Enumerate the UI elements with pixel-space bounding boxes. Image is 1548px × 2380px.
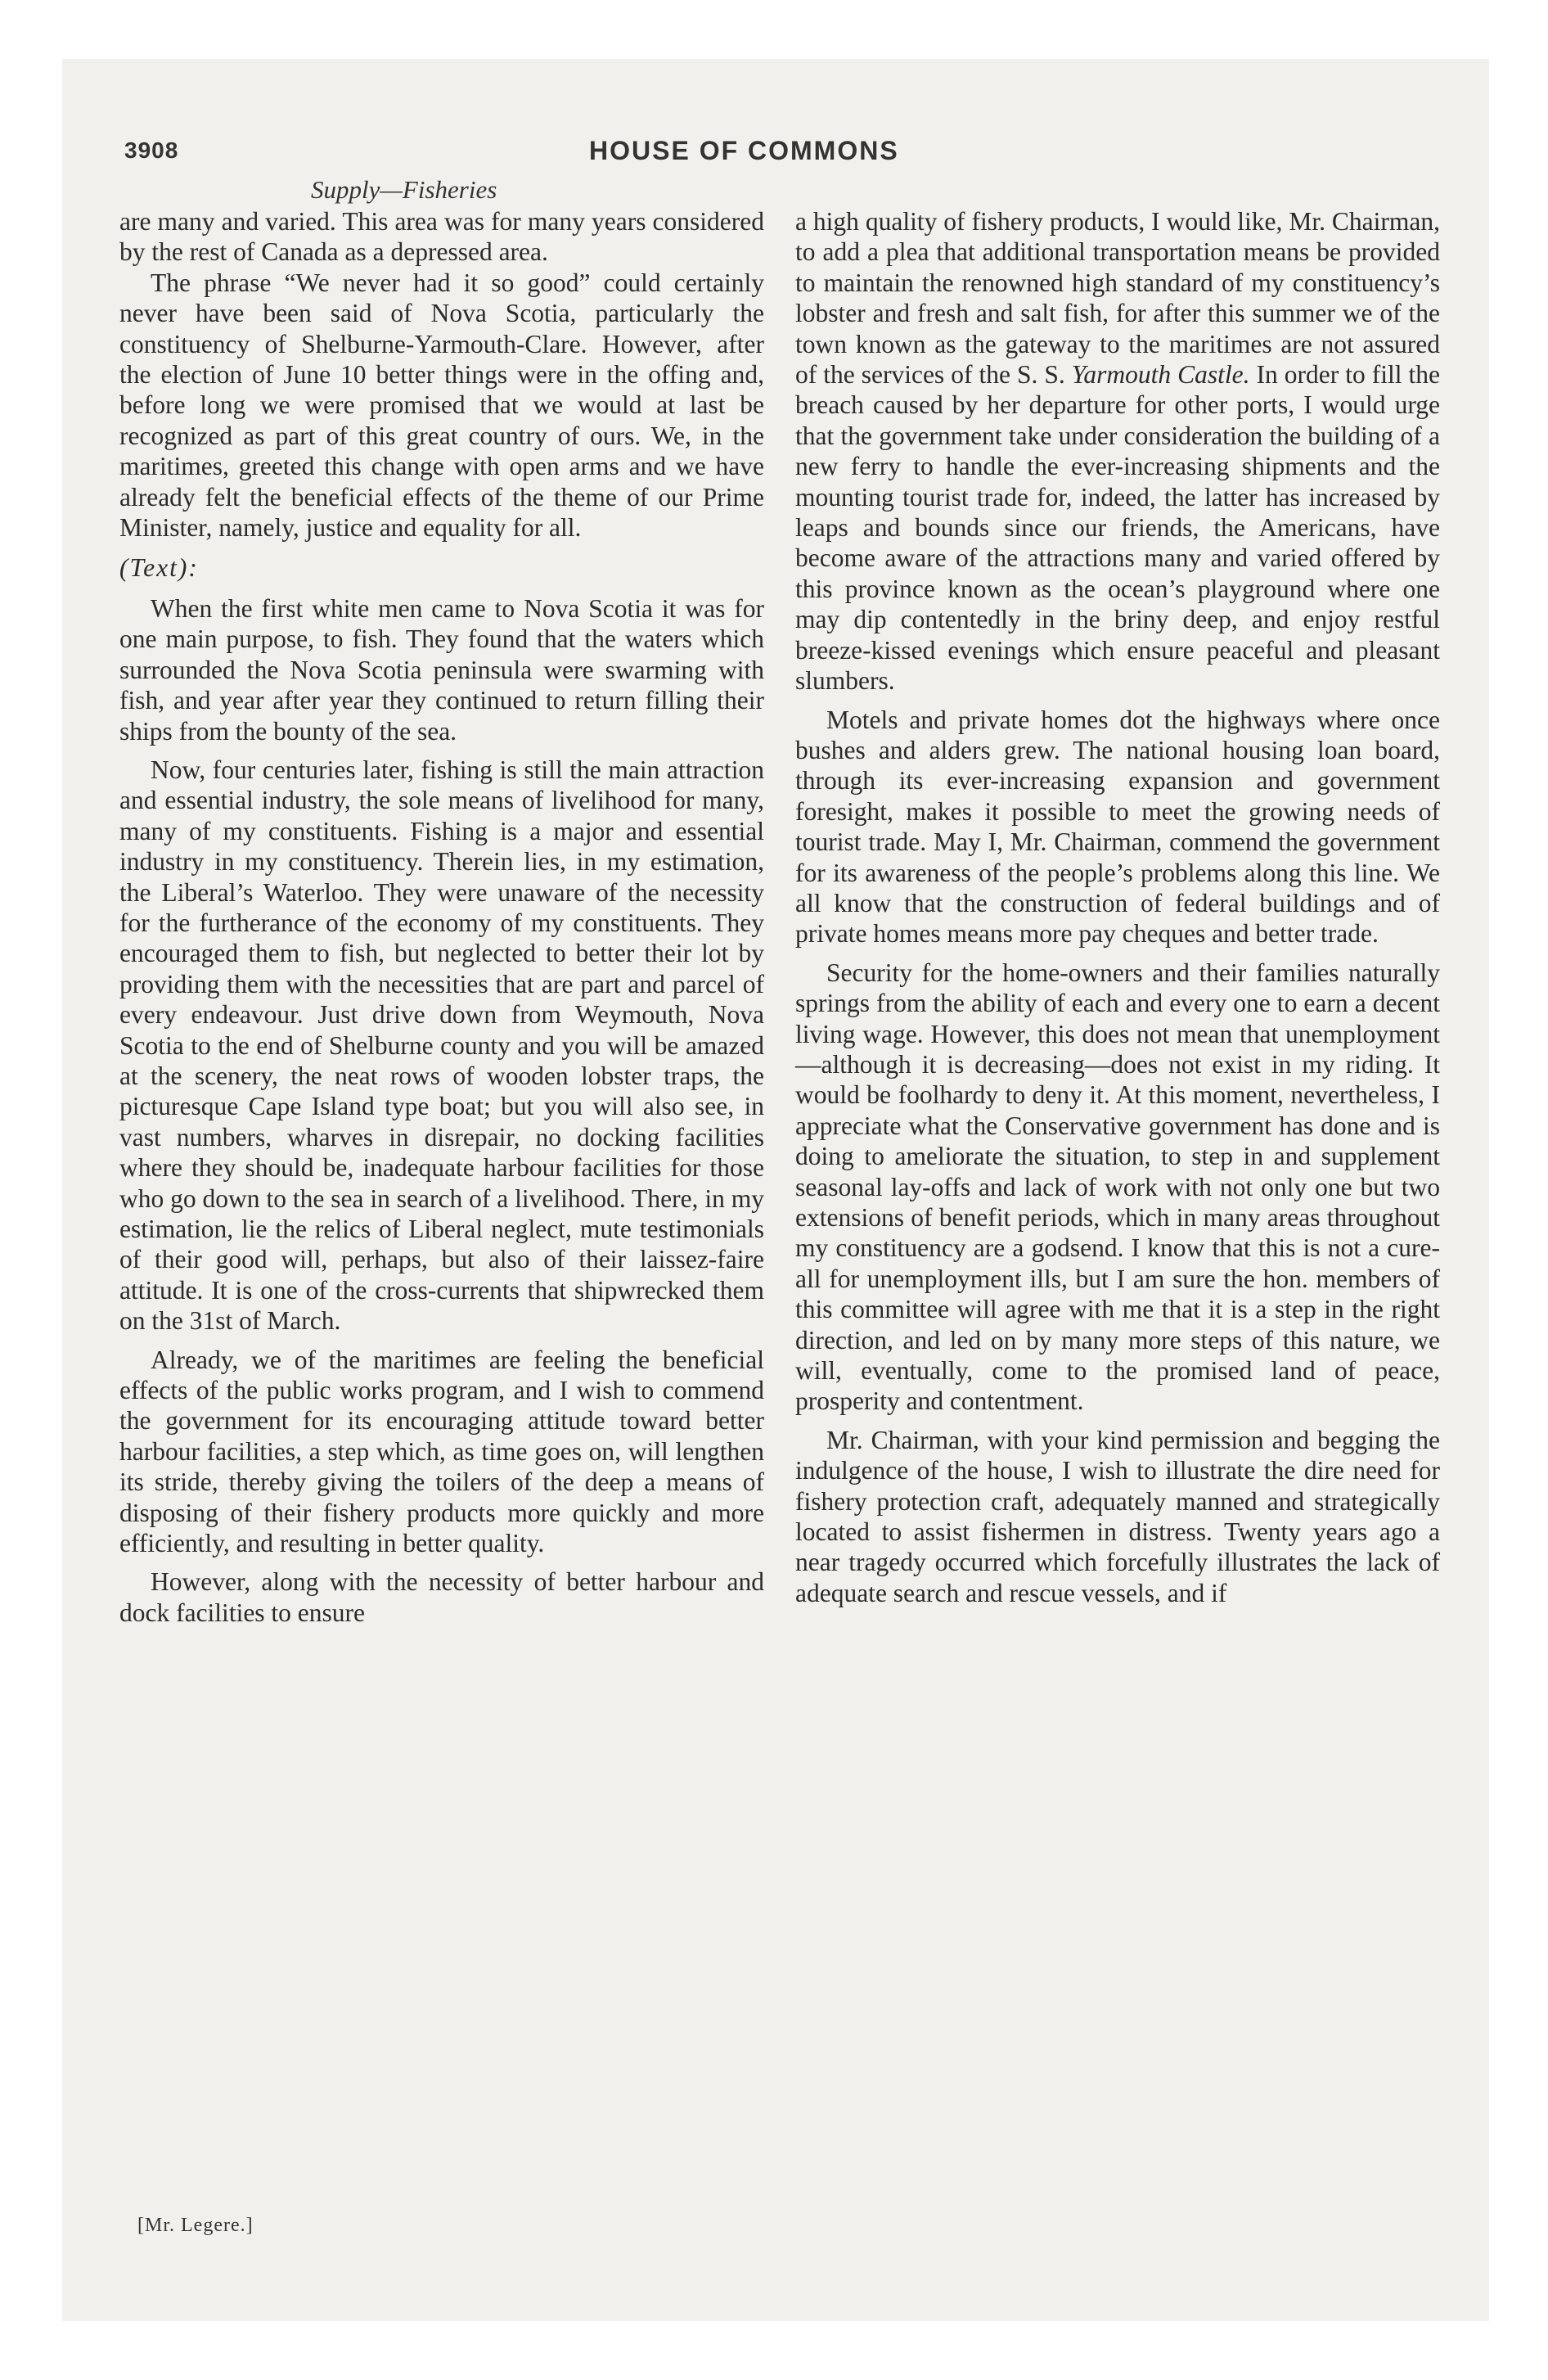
section-subhead: Supply—Fisheries (311, 175, 497, 204)
paragraph: Already, we of the maritimes are feeling the beneficial effects of the public works program, and I wish to commend the government for its encouraging attitude toward better harbour facilities, a step which, as time goes on, will lengthen its stride, thereby giving the toilers of the deep a means of disposing of their fishery products more quickly and more efficiently, and resulting in better quality. (119, 1345, 764, 1558)
paragraph: are many and varied. This area was for many years considered by the rest of Canada as a depressed area. (119, 207, 764, 267)
right-column (795, 206, 1440, 1608)
speaker-note: [Mr. Legere.] (137, 2215, 254, 2236)
ship-name: Yarmouth Castle. (1071, 360, 1250, 390)
text-marker: (Text): (119, 553, 199, 583)
paragraph: Mr. Chairman, with your kind permission and begging the indulgence of the house, I wish to illustrate the dire need for fishery protection craft, adequately manned and strategically located to assist fishermen in distress. Twenty years ago a near tragedy occurred which forcefully illustrates the lack of adequate search and rescue vessels, and if (795, 1425, 1440, 1607)
paragraph: Now, four centuries later, fishing is still the main attraction and essential industry, the sole means of livelihood for many, many of my constituents. Fishing is a major and essential industry in my constituency. Therein lies, in my estimation, the Liberal’s Waterloo. They were unaware of the necessity for the furtherance of the economy of my constituents. They encouraged them to fish, but neglected to better their lot by providing them with the necessities that are part and parcel of every endeavour. Just drive down from Weymouth, Nova Scotia to the end of Shelburne county and you will be amazed at the scenery, the neat rows of wooden lobster traps, the picturesque Cape Island type boat; but you will also see, in vast numbers, wharves in disrepair, no docking facilities where they should be, inadequate harbour facilities for those who go down to the sea in search of a livelihood. There, in my estimation, lie the relics of Liberal neglect, mute testimonials of their good will, perhaps, but also of their laissez-faire attitude. It is one of the cross-currents that shipwrecked them on the 31st of March. (119, 755, 764, 1336)
running-head: HOUSE OF COMMONS (589, 136, 899, 165)
paragraph: Motels and private homes dot the highways where once bushes and alders grew. The national housing loan board, through its ever-increasing expansion and government foresight, makes it possible to meet the growing needs of tourist trade. May I, Mr. Chairman, commend the government for its awareness of the people’s problems along this line. We all know that the construction of federal buildings and of private homes means more pay cheques and better trade. (795, 705, 1440, 949)
paragraph: When the first white men came to Nova Scotia it was for one main purpose, to fish. They found that the waters which surrounded the Nova Scotia peninsula were swarming with fish, and year after year they continued to return filling their ships from the bounty of the sea. (119, 593, 764, 746)
paragraph-text: In order to fill the breach caused by her departure for other ports, I would urge that the government take under consideration the building of a new ferry to handle the ever-increasing shipments and the mounting tourist trade for, indeed, the latter has increased by leaps and bounds since our friends, the Americans, have become aware of the attractions many and varied offered by this province known as the ocean’s playground where one may dip contentedly in the briny deep, and enjoy restful breeze-kissed evenings which ensure peaceful and pleasant slumbers. (795, 360, 1441, 696)
paragraph (795, 206, 1440, 696)
paragraph-text: a high quality of fishery products, I would like, Mr. Chairman, to add a plea that additional transportation means be provided to maintain the renowned high standard of my constituency’s lobster and fresh and salt fish, for after this summer we of the town known as the gateway to the maritimes are not assured of the services of the S. S. (795, 207, 1440, 390)
paragraph: The phrase “We never had it so good” could certainly never have been said of Nova Scotia, particularly the constituency of Shelburne-Yarmouth-Clare. However, after the election of June 10 better things were in the offing and, before long we were promised that we would at last be recognized as part of this great country of ours. We, in the maritimes, greeted this change with open arms and we have already felt the beneficial effects of the theme of our Prime Minister, namely, justice and equality for all. (119, 268, 764, 543)
page-number: 3908 (124, 137, 179, 163)
paragraph: Security for the home-owners and their families naturally springs from the ability of each and every one to earn a decent living wage. However, this does not mean that unemployment—although it is decreasing—does not exist in my riding. It would be foolhardy to deny it. At this moment, nevertheless, I appreciate what the Conservative government has done and is doing to ameliorate the situation, to step in and supplement seasonal lay-offs and lack of work with not only one but two extensions of benefit periods, which in many areas throughout my constituency are a godsend. I know that this is not a cure-all for unemployment ills, but I am sure the hon. members of this committee will agree with me that it is a step in the right direction, and led on by many more steps of this nature, we will, eventually, come to the promised land of peace, prosperity and contentment. (795, 958, 1440, 1416)
left-column (119, 206, 764, 1628)
paragraph: However, along with the necessity of better harbour and dock facilities to ensure (119, 1567, 764, 1627)
